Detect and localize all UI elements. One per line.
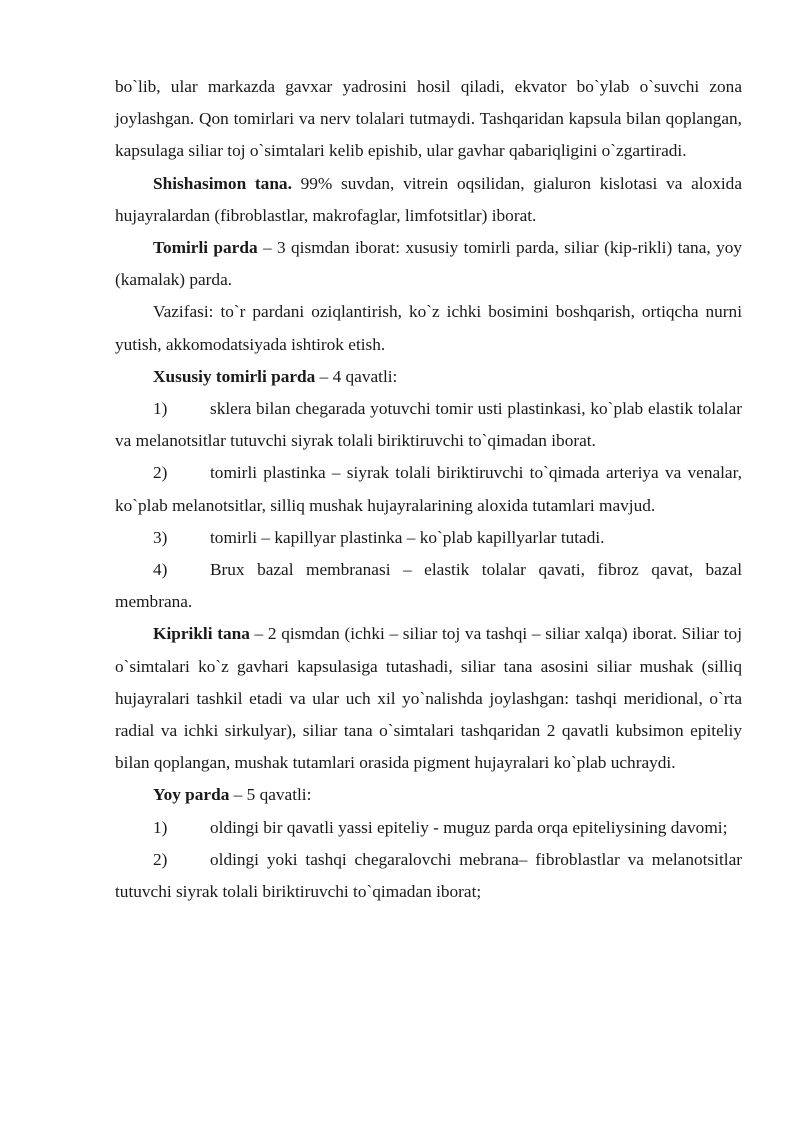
paragraph-function: Vazifasi: to`r pardani oziqlantirish, ko`z ichki bosimini boshqarish, ortiqcha nurni yutish, akkomodatsiyada ishtirok etish. [115,302,742,354]
list-item-number: 3) [153,527,168,547]
list-item-text: oldingi yoki tashqi chegaralovchi mebrana– fibroblastlar va melanotsitlar tutuvchi siyrak tolali biriktiruvchi to`qimadan iborat; [115,849,742,902]
list-item [115,812,742,844]
list-item [115,522,742,554]
vascular-tunic-text: – 3 qismdan iborat: xususiy tomirli parda, siliar (kip-rikli) tana, yoy (kamalak) parda. [115,238,742,290]
list-item-text: tomirli – kapillyar plastinka – ko`plab kapillyarlar tutadi. [210,527,605,547]
list-item-text: oldingi bir qavatli yassi epiteliy - muguz parda orqa epiteliysining davomi; [210,817,728,837]
list-item [115,457,742,521]
paragraph-vitreous-body [115,168,742,232]
heading-vitreous-body: Shishasimon tana. [153,173,292,193]
list-item-number: 4) [153,560,168,580]
list-item [115,844,742,908]
list-item-text: tomirli plastinka – siyrak tolali biriktiruvchi to`qimada arteriya va venalar, ko`plab melanotsitlar, silliq mushak hujayralarining aloxida tutamlari mavjud. [115,463,742,515]
list-item-text: Brux bazal membranasi – elastik tolalar qavati, fibroz qavat, bazal membrana. [115,560,742,612]
paragraph-vascular-tunic [115,232,742,296]
paragraph-lens-continuation: bo`lib, ular markazda gavxar yadrosini hosil qiladi, ekvator bo`ylab o`suvchi zona joylashgan. Qon tomirlari va nerv tolalari tutmaydi. Tashqaridan kapsula bilan qoplangan, kapsulaga siliar toj o`simtalari kelib epishib, ular gavhar qabariqligini o`zgartiradi. [115,77,742,161]
heading-vascular-tunic: Tomirli parda [153,238,258,258]
list-item [115,554,742,618]
list-item-text: sklera bilan chegarada yotuvchi tomir usti plastinkasi, ko`plab elastik tolalar va melanotsitlar tutuvchi siyrak tolali biriktiruvchi to`qimadan iborat. [115,399,742,451]
list-item-number: 1) [153,817,168,837]
document-page [115,71,742,908]
list-item [115,393,742,457]
iris-text: – 5 qavatli: [229,785,312,805]
paragraph-iris [115,779,742,811]
choroid-text: – 4 qavatli: [315,366,398,386]
heading-ciliary-body: Kiprikli tana [153,624,250,644]
list-item-number: 2) [153,849,168,869]
paragraph-choroid [115,361,742,393]
list-item-number: 1) [153,399,168,419]
heading-iris: Yoy parda [153,785,230,805]
list-item-number: 2) [153,463,168,483]
vitreous-body-text: 99% suvdan, vitrein oqsilidan, gialuron kislotasi va aloxida hujayralardan (fibroblastlar, makrofaglar, limfotsitlar) iborat. [115,173,742,225]
ciliary-body-text: – 2 qismdan (ichki – siliar toj va tashqi – siliar xalqa) iborat. Siliar toj o`simtalari ko`z gavhari kapsulasiga tutashadi, siliar tana asosini siliar mushak (silliq hujayralari tashkil etadi va ular uch xil yo`nalishda joylashgan: tashqi meridional, o`rta radial va ichki sirkulyar), siliar tana o`simtalari tashqaridan 2 qavatli kubsimon epiteliy bilan qoplangan, mushak tutamlari orasida pigment hujayralari ko`plab uchraydi. [115,624,742,773]
heading-choroid: Xususiy tomirli parda [153,366,316,386]
paragraph-ciliary-body [115,618,742,779]
